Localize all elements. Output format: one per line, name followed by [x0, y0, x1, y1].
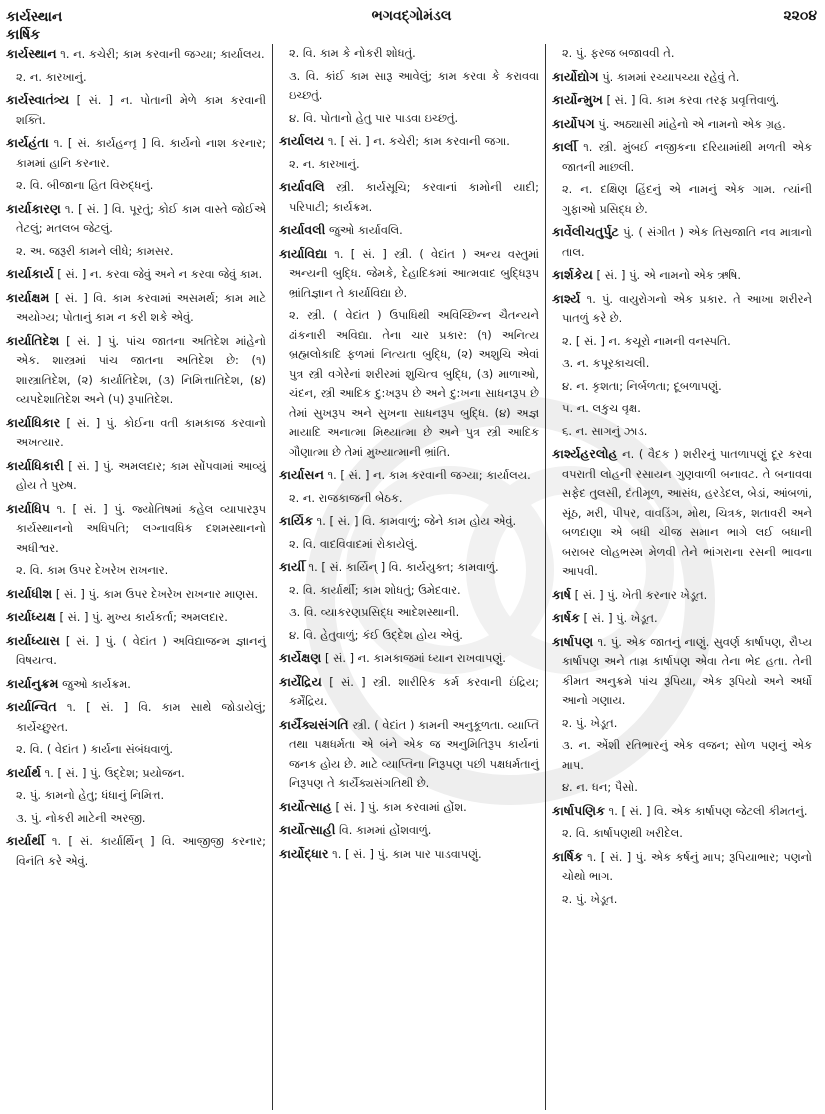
- definition-text: [ સં. ] ન. પોતાની મેળે કામ કરવાની શક્તિ.: [16, 93, 266, 127]
- definition-text: ૪. ન. કૃશતા; નિર્બળતા; દૂબળાપણું.: [562, 378, 722, 393]
- headword: કાર્યોન્મુખ: [552, 92, 603, 107]
- headword: કાર્યસ્થાન: [6, 46, 57, 61]
- definition-text: ૧. [ સં. ] સ્ત્રી. ( વેદાંત ) અન્ય વસ્તુમાં અન્યની બુદ્ધિ. જેમકે, દેહાદિકમાં આત્મવાદ બુદ્ધિરૂપ ભ્રાંતિજ્ઞાન તે કાર્યાવિદ્યા છે.: [289, 246, 539, 300]
- definition-text: ૪. વિ. પોતાનો હેતુ પાર પાડવા ઇચ્છતું.: [289, 110, 459, 125]
- entry-sense: [552, 399, 812, 419]
- headword: કાર્શ્ય: [552, 290, 581, 306]
- dictionary-entry: [552, 137, 812, 177]
- definition-text: [ સં. ] પું. કામ ઉપર દેખરેખ રાખનાર માણસ.: [52, 586, 259, 601]
- entry-sense: [279, 535, 539, 555]
- dictionary-entry: [279, 844, 539, 865]
- definition-text: પું. કામમાં રચ્યાપચ્યા રહેવું તે.: [598, 69, 740, 84]
- headword: કાર્યહંતા: [6, 135, 49, 150]
- definition-text: ૩. ન. કપૂરકાચલી.: [562, 356, 650, 370]
- definition-text: ૨. અ. જરૂરી કામને લીધે; કામસર.: [16, 243, 174, 258]
- entry-sense: [552, 736, 812, 775]
- headword: કાર્યેંદ્રિય: [279, 673, 322, 689]
- dictionary-entry: [552, 114, 812, 135]
- headword: કાર્યોદ્ધાર: [279, 845, 329, 861]
- dictionary-entry: [279, 557, 539, 578]
- headword: કાર્ષ: [552, 586, 572, 602]
- dictionary-entry: [6, 264, 266, 285]
- definition-text: ૧. [ સં. કાર્યાર્થિન્ ] વિ. આજીજી કરનાર; વિનંતિ કરે એવું.: [16, 834, 266, 868]
- page-number: ૨૨૦૪: [783, 8, 817, 24]
- definition-text: [ સં. ] સ્ત્રી. શારીરિક કર્મ કરવાની ઇંદ્રિય; કર્મેંદ્રિય.: [289, 674, 539, 708]
- dictionary-title: ભગવદ્ગોમંડલ: [371, 8, 452, 24]
- entry-sense: [6, 176, 266, 196]
- entry-sense: [6, 561, 266, 581]
- dictionary-entry: [552, 801, 812, 822]
- headword: કાર્યાસન: [279, 467, 324, 482]
- dictionary-entry: [6, 331, 266, 410]
- dictionary-entry: [6, 631, 266, 671]
- dictionary-entry: [6, 199, 266, 239]
- entry-sense: [552, 824, 812, 844]
- entry-sense: [6, 242, 266, 262]
- definition-text: ૨. વિ. કાર્ષાપણથી ખરીદેલ.: [562, 826, 683, 840]
- headword: કાર્યાર્થ: [6, 764, 42, 780]
- dictionary-entry: [6, 90, 266, 130]
- dictionary-columns: [6, 44, 818, 1110]
- dictionary-entry: [6, 607, 266, 628]
- definition-text: [ સં. ] પું. કોઈના વતી કામકાજ કરવાનો અખત્યાર.: [16, 415, 266, 449]
- headword: કાર્યાધિપ: [6, 500, 50, 516]
- headword: કાર્યૈક્યસંગતિ: [279, 716, 349, 732]
- headword: કાર્ષિક: [552, 848, 583, 864]
- definition-text: [ સં. ] વિ. કામ કરવામાં અસમર્થ; કામ માટે અયોગ્ય; પોતાનું કામ ન કરી શકે એવું.: [16, 290, 266, 324]
- definition-text: સ્ત્રી. ( વેદાંત ) કામની અનુકૂળતા. વ્યાપ્તિ તથા પક્ષધર્મતા એ બંને એક જ અનુમિતિરૂપ કાર્યનાં જનક હોય છે. માટે વ્યાપ્તિના નિરૂપણ પછી પક્ષધર્મતાનું નિરૂપણ તે કાર્યૈક્યસંગતિથી છે.: [289, 717, 539, 790]
- dictionary-entry: [279, 244, 539, 304]
- headword: કાર્શ્યહરલોહ: [552, 446, 618, 461]
- definition-text: જુઓ કાર્યક્રમ.: [58, 676, 131, 691]
- entry-sense: [279, 155, 539, 175]
- dictionary-entry: [552, 289, 812, 329]
- headword: કાર્યાધ્યાસ: [6, 632, 60, 648]
- headword: કાર્લી: [552, 139, 578, 154]
- definition-text: ૧. પું. વાયુરોગનો એક પ્રકાર. તે આખા શરીરને પાતળું કરે છે.: [562, 291, 812, 325]
- headword: કાર્યાધિકારી: [6, 457, 64, 473]
- definition-text: વિ. કામમાં હોંશવાળું.: [335, 823, 432, 837]
- definition-text: જુઓ કાર્યાવલિ.: [325, 223, 403, 237]
- dictionary-entry: [552, 585, 812, 606]
- entry-sense: [279, 306, 539, 462]
- dictionary-entry: [279, 797, 539, 818]
- definition-text: ૨. પું. ખેડૂત.: [562, 715, 618, 730]
- definition-text: ૩. વિ. કાંઈ કામ સારૂ આવેલું; કામ કરવા કે કરાવવા ઇચ્છતું.: [289, 68, 539, 102]
- definition-text: ૨. પું. ફરજ બજાવવી તે.: [562, 46, 675, 60]
- headword: કાર્ષાપણિક: [552, 802, 605, 818]
- definition-text: [ સં. ] પું. પાંચ જાતના અતિદેશ માંહેનો એક. શાસ્ત્રમાં પાંચ જાતના અતિદેશ છે: (૧) શાસ્ત્રાતિદેશ, (૨) કાર્યાતિદેશ, (૩) નિમિત્તાતિદેશ, (૪) વ્યપદેશાતિદેશ અને (૫) રૂપાતિદેશ.: [16, 333, 266, 406]
- definition-text: ૨. સ્ત્રી. ( વેદાંત ) ઉપાધિથી અવિચ્છિન્ન ચૈતન્યને ઢાંકનારી અવિદ્યા. તેના ચાર પ્રકાર: (૧) અનિત્ય બ્રહ્મલોકાદિ ફળમાં નિત્યતા બુદ્ધિ, (૨) અશુચિ એવાં પુત્ર સ્ત્રી વગેરેનાં શરીરમાં શુચિત્વ બુદ્ધિ, (૩) માળાઓ, ચંદન, સ્ત્રી આદિક દુ:ખરૂપ છે અને દુ:ખના સાધનરૂપ છે તેમાં સુખરૂપ અને સુખના સાધનરૂપ બુદ્ધિ. (૪) અજ્ઞ માયાદિ અનાત્મા મિથ્યાત્મા છે અને પુત્ર સ્ત્રી આદિક ગૌણાત્મા છે તેમાં મુખ્યાત્માની ભ્રાંતિ.: [289, 308, 539, 459]
- definition-text: [ સં. ] પું. અમલદાર; કામ સોંપવામાં આવ્યું હોય તે પુરુષ.: [16, 458, 266, 492]
- definition-text: ૩. ન. એંશી રતિભારનું એક વજન; સોળ પણનું એક માપ.: [562, 738, 812, 772]
- dictionary-entry: [6, 831, 266, 871]
- headword: કાર્શકેય: [552, 267, 593, 282]
- definition-text: ૫. ન. લકુચ વૃક્ષ.: [562, 401, 641, 415]
- dictionary-entry: [552, 90, 812, 111]
- dictionary-entry: [6, 674, 266, 695]
- definition-text: [ સં. ] વિ. કામ કરવા તરફ પ્રવૃત્તિવાળું.: [602, 93, 780, 107]
- definition-text: [ સં. ] પું. મુખ્ય કાર્યકર્તા; અમલદાર.: [55, 610, 228, 624]
- headword: કાર્યાન્વિત: [6, 699, 57, 714]
- entry-sense: [279, 581, 539, 601]
- dictionary-entry: [6, 44, 266, 65]
- definition-text: પું. ( સંગીત ) એક તિસ્રજાતિ નવ માત્રાનો તાલ.: [562, 225, 812, 259]
- dictionary-entry: [6, 697, 266, 737]
- dictionary-entry: [6, 499, 266, 559]
- entry-sense: [552, 890, 812, 910]
- definition-text: ૨. વિ. કામ ઉપર દેખરેખ રાખનાર.: [16, 563, 169, 577]
- definition-text: ૧. સ્ત્રી. મુંબઈ નજીકના દરિયામાંથી મળતી એક જાતની માછલી.: [562, 140, 812, 174]
- headword: કાર્યાધીશ: [6, 585, 53, 601]
- definition-text: ૧. [ સં. ] પું. એક કર્ષનું માપ; રૂપિયાભાર; પણનો ચોથો ભાગ.: [562, 849, 812, 883]
- definition-text: ૨. વિ. કાર્યાર્થી; કામ શોધતું; ઉમેદવાર.: [289, 582, 461, 597]
- headword: કાર્યાલય: [279, 133, 325, 148]
- headword: કાર્યાવિદ્યા: [279, 245, 328, 261]
- headword: કાર્યેક્ષણ: [279, 650, 322, 665]
- definition-text: [ સં. ] પું. એ નામનો એક ઋષિ.: [592, 268, 741, 282]
- dictionary-entry: [6, 413, 266, 453]
- definition-text: ૨. [ સં. ] ન. કચૂરો નામની વનસ્પતિ.: [562, 333, 731, 348]
- entry-sense: [552, 180, 812, 219]
- definition-text: ૧. [ સં. ] વિ. પૂરતું; કોઈ કામ વાસ્તે જોઈએ તેટલું; મતલબ જેટલું.: [16, 201, 266, 235]
- entry-sense: [552, 377, 812, 397]
- entry-sense: [552, 422, 812, 442]
- entry-sense: [552, 44, 812, 64]
- definition-text: ન. ( વૈદક ) શરીરનું પાતળાપણું દૂર કરવા વપરાતી લોહની રસાયન ગુણવાળી બનાવટ. તે બનાવવા સફેદ તુલસી, દંતીમૂળ, આસંધ, હરડેદલ, બેડાં, આંબળાં, સૂંઠ, મરી, પીપર, વાવડિંગ, મોથ, ચિત્રક, શતાવરી અને બળદાણા એ બધી ચીજ સમાન ભાગે લઈ બધાની બરાબર લોહભસ્મ મેળવી તેને ભાંગરાના રસની ભાવના આપવી.: [562, 447, 812, 578]
- headword: કાર્ષક: [552, 610, 580, 625]
- headword: કાર્વેલીચતુર્પુટ: [552, 224, 619, 239]
- entry-sense: [552, 332, 812, 352]
- column-right: [545, 44, 818, 1110]
- definition-text: ૨. ન. કારખાનું.: [16, 69, 87, 84]
- dictionary-entry: [552, 608, 812, 629]
- definition-text: ૬. ન. સાગનું ઝાડ.: [562, 423, 648, 438]
- headword: કાર્યાધ્યક્ષ: [6, 609, 56, 624]
- definition-text: ૪. ન. ધન; પૈસો.: [562, 780, 638, 794]
- headword: કાર્યાતિદેશ: [6, 332, 60, 348]
- dictionary-entry: [6, 763, 266, 784]
- headword: કાર્યોત્સાહી: [279, 822, 336, 837]
- entry-sense: [6, 68, 266, 88]
- column-left: [6, 44, 272, 1110]
- dictionary-entry: [279, 220, 539, 241]
- headword: કાર્યાકારણ: [6, 200, 61, 216]
- dictionary-entry: [279, 465, 539, 486]
- definition-text: [ સં. ] ન. કામકાજમાં ધ્યાન રાખવાપણું.: [321, 651, 506, 665]
- definition-text: ૨. વિ. કામ કે નોકરી શોધતું.: [289, 46, 416, 60]
- entry-sense: [279, 109, 539, 129]
- dictionary-entry: [552, 444, 812, 582]
- definition-text: ૧. [ સં. ] વિ. કામવાળું; જેને કામ હોય એવું.: [313, 514, 517, 528]
- headword: કાર્યોદ્યોગ: [552, 68, 599, 84]
- dictionary-entry: [6, 584, 266, 605]
- dictionary-entry: [279, 820, 539, 841]
- dictionary-entry: [552, 632, 812, 711]
- headword: કાર્ષાપણ: [552, 633, 594, 649]
- definition-text: સ્ત્રી. કાર્યસૂચિ; કરવાનાં કામોની યાદી; પરિપાટી; કાર્યક્રમ.: [289, 180, 539, 214]
- headword: કાર્યાવલિ: [279, 179, 325, 194]
- entry-sense: [279, 626, 539, 646]
- definition-text: ૨. ન. દક્ષિણ હિંદનું એ નામનું એક ગામ. ત્યાંની ગુફાઓ પ્રસિદ્ધ છે.: [562, 182, 812, 216]
- definition-text: ૧. [ સં. કાર્યહન્તૃ ] વિ. કાર્યનો નાશ કરનાર; કામમાં હાનિ કરનાર.: [16, 136, 266, 170]
- definition-text: ૧. [ સં. ] પું. કામ પાર પાડવાપણું.: [328, 846, 482, 861]
- guide-word-last: કાર્ષિક: [6, 27, 41, 43]
- definition-text: ૧. [ સં. ] ન. કચેરી; કામ કરવાની જગા.: [324, 134, 510, 148]
- dictionary-entry: [279, 131, 539, 152]
- headword: કાર્યોત્સાહ: [279, 798, 332, 814]
- guide-word-first: કાર્યસ્થાન: [6, 9, 63, 25]
- dictionary-entry: [6, 133, 266, 173]
- definition-text: [ સં. ] પું. ( વેદાંત ) અવિદ્યાજન્મ જ્ઞાનનું વિષયત્વ.: [16, 633, 266, 667]
- headword: કાર્યાનુક્રમ: [6, 675, 59, 691]
- entry-sense: [552, 714, 812, 734]
- definition-text: ૧. [ સં. ] ન. કામ કરવાની જગ્યા; કાર્યાલય.: [323, 468, 531, 482]
- definition-text: ૧. ન. કચેરી; કામ કરવાની જગ્યા; કાર્યાલય.: [56, 47, 265, 61]
- headword: કાર્યી: [279, 559, 305, 574]
- column-middle: [272, 44, 545, 1110]
- definition-text: ૨. વિ. વાદવિવાદમાં રોકાયેલું.: [289, 536, 418, 551]
- definition-text: પું. અઠ્યાસી માંહેનો એ નામનો એક ગ્રહ.: [594, 116, 786, 131]
- definition-text: ૧. [ સં. ] પું. ઉદ્દેશ; પ્રયોજન.: [41, 765, 185, 780]
- headword: કાર્યસ્વાતંત્ર્ય: [6, 92, 70, 107]
- dictionary-entry: [279, 511, 539, 532]
- headword: કાર્યોપગ: [552, 115, 595, 131]
- headword: કાર્યિક: [279, 513, 314, 528]
- headword: કાર્યાધિકાર: [6, 414, 61, 430]
- definition-text: [ સં. ] પું. ખેડૂત.: [579, 611, 658, 625]
- entry-sense: [6, 740, 266, 760]
- entry-sense: [279, 44, 539, 64]
- definition-text: ૨. પું. કામનો હેતુ; ધંધાનું નિમિત્ત.: [16, 788, 165, 802]
- entry-sense: [279, 67, 539, 106]
- definition-text: [ સં. ] પું. કામ કરવામાં હોંશ.: [331, 799, 467, 814]
- headword: કાર્યાકાર્ય: [6, 266, 54, 281]
- definition-text: ૨. વિ. બીજાના હિત વિરુદ્ધનું.: [16, 178, 154, 192]
- dictionary-entry: [279, 672, 539, 712]
- definition-text: ૨. પું. ખેડૂત.: [562, 891, 618, 906]
- definition-text: ૩. પું. નોકરી માટેની અરજી.: [16, 810, 146, 825]
- definition-text: ૧. પું. એક જાતનું નાણું. સુવર્ણ કાર્ષાપણ, રૌપ્ય કાર્ષાપણ અને તામ્ર કાર્ષાપણ એવા તેના ભેદ હતા. તેની કીમત અનુક્રમે પાંચ રૂપિયા, એક રૂપિયો અને અર્ધો આનો ગણાય.: [562, 634, 812, 707]
- definition-text: ૧. [ સં. ] પું. જ્યોતિષમાં કહેલ વ્યાપારરૂપ કાર્યસ્થાનનો અધિપતિ; લગ્નાવધિક દશમસ્થાનનો અધીશ્વર.: [16, 501, 266, 555]
- definition-text: [ સં. ] પું. ખેતી કરનાર ખેડૂત.: [571, 587, 708, 602]
- dictionary-entry: [279, 715, 539, 794]
- definition-text: ૧. [ સં. ] વિ. કામ સાથે જોડાયેલું; કાર્યેચ્છુરત.: [16, 700, 266, 734]
- headword: કાર્યાવલી: [279, 222, 326, 237]
- definition-text: ૩. વિ. વ્યાકરણપ્રસિદ્ધ આદેશસ્થાની.: [289, 605, 460, 619]
- dictionary-entry: [279, 648, 539, 669]
- dictionary-entry: [552, 265, 812, 286]
- dictionary-entry: [6, 456, 266, 496]
- dictionary-entry: [552, 222, 812, 262]
- definition-text: ૨. ન. રાજકાજની બેઠક.: [289, 490, 403, 505]
- headword: કાર્યાક્ષમ: [6, 289, 50, 305]
- definition-text: ૨. ન. કારખાનું.: [289, 156, 360, 171]
- dictionary-entry: [552, 67, 812, 88]
- definition-text: ૪. વિ. હેતુવાળું; કંઈ ઉદ્દેશ હોય એવું.: [289, 627, 463, 642]
- entry-sense: [552, 354, 812, 374]
- page-header: [6, 8, 817, 48]
- definition-text: ૨. વિ. ( વેદાંત ) કાર્યના સંબંધવાળું.: [16, 742, 174, 756]
- entry-sense: [552, 778, 812, 798]
- definition-text: ૧. [ સં. ] વિ. એક કાર્ષાપણ જેટલી કીમતનું.: [605, 803, 808, 818]
- entry-sense: [6, 786, 266, 806]
- dictionary-entry: [279, 177, 539, 217]
- entry-sense: [279, 489, 539, 509]
- entry-sense: [279, 603, 539, 623]
- entry-sense: [6, 809, 266, 829]
- headword: કાર્યાર્થી: [6, 833, 45, 848]
- definition-text: [ સં. ] ન. કરવા જેવું અને ન કરવા જેવું કામ.: [53, 267, 263, 281]
- definition-text: ૧. [ સં. કાર્યિન્ ] વિ. કાર્યયુક્ત; કામવાળું.: [304, 560, 499, 574]
- dictionary-entry: [6, 288, 266, 328]
- dictionary-entry: [552, 847, 812, 887]
